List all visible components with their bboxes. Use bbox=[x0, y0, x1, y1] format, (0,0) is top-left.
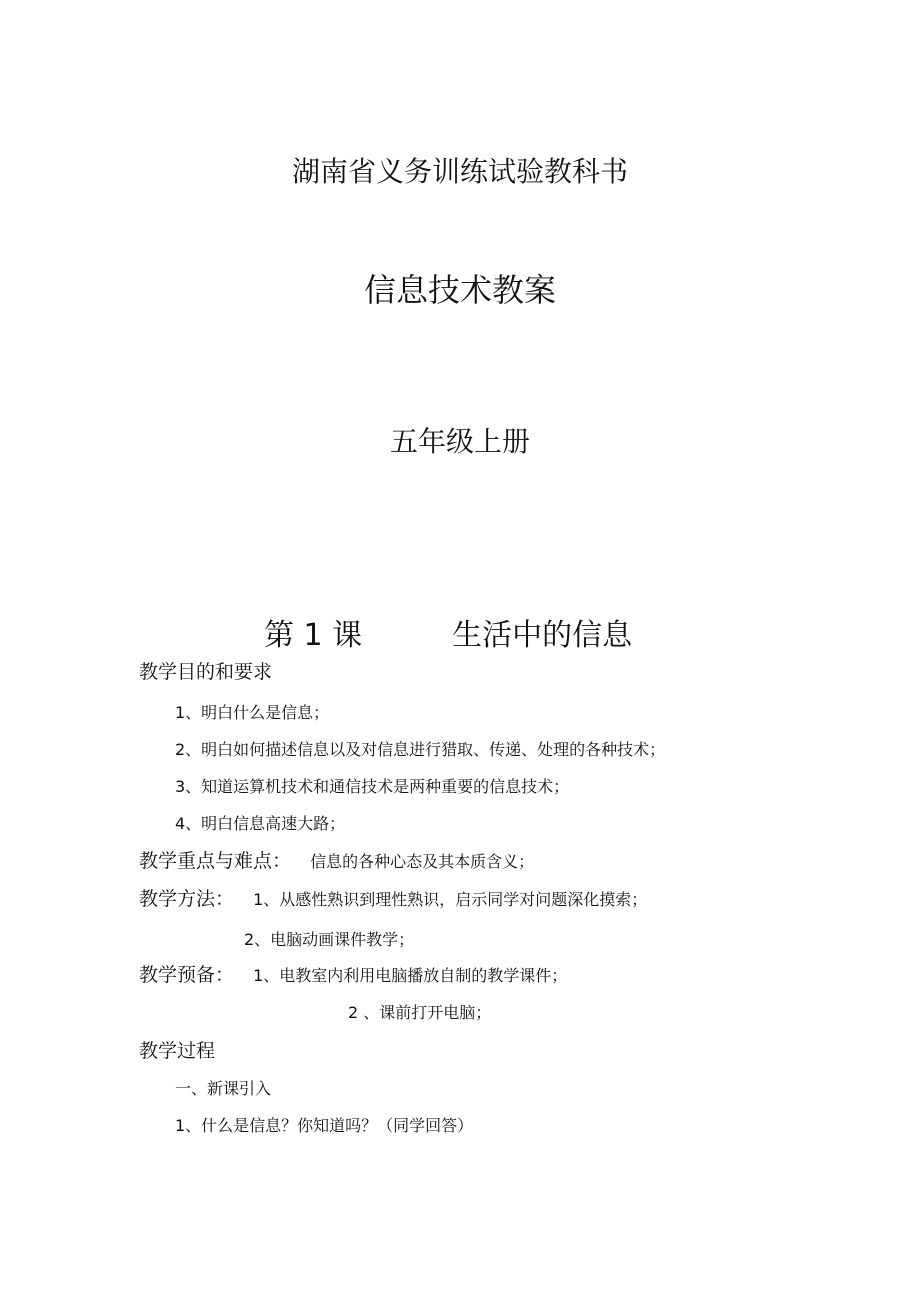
key-points-row bbox=[139, 846, 534, 873]
preparation-item: 1、电教室内利用电脑播放自制的教学课件； bbox=[253, 966, 568, 985]
process-section: 一、新课引入 bbox=[175, 1079, 272, 1098]
process-heading: 教学过程 bbox=[139, 1040, 216, 1062]
objective-item: 2、明白如何描述信息以及对信息进行猎取、传递、处理的各种技术； bbox=[175, 740, 666, 759]
methods-item: 1、从感性熟识到理性熟识，启示同学对问题深化摸索； bbox=[253, 890, 648, 909]
key-points-text: 信息的各种心态及其本质含义； bbox=[310, 852, 535, 871]
objective-item: 3、知道运算机技术和通信技术是两种重要的信息技术； bbox=[175, 777, 570, 796]
objective-item: 4、明白信息高速大路； bbox=[175, 814, 346, 833]
key-points-label: 教学重点与难点： bbox=[139, 850, 292, 872]
lesson-title: 生活中的信息 bbox=[452, 618, 633, 653]
objective-item: 1、明白什么是信息； bbox=[175, 703, 330, 722]
preparation-item: 2 、课前打开电脑； bbox=[348, 1003, 492, 1022]
preparation-label: 教学预备： bbox=[139, 964, 235, 986]
book-series-title: 湖南省义务训练试验教科书 bbox=[291, 155, 628, 188]
lesson-number: 第 1 课 bbox=[264, 618, 363, 653]
process-question: 1、什么是信息？你知道吗？（同学回答） bbox=[175, 1116, 474, 1135]
methods-item: 2、电脑动画课件教学； bbox=[244, 930, 415, 949]
lesson-heading bbox=[264, 610, 632, 654]
document-title: 信息技术教案 bbox=[363, 271, 556, 309]
methods-label: 教学方法： bbox=[139, 888, 235, 910]
objectives-heading: 教学目的和要求 bbox=[139, 661, 273, 683]
grade-volume: 五年级上册 bbox=[389, 425, 530, 458]
methods-row bbox=[139, 884, 647, 911]
preparation-row bbox=[139, 960, 567, 987]
